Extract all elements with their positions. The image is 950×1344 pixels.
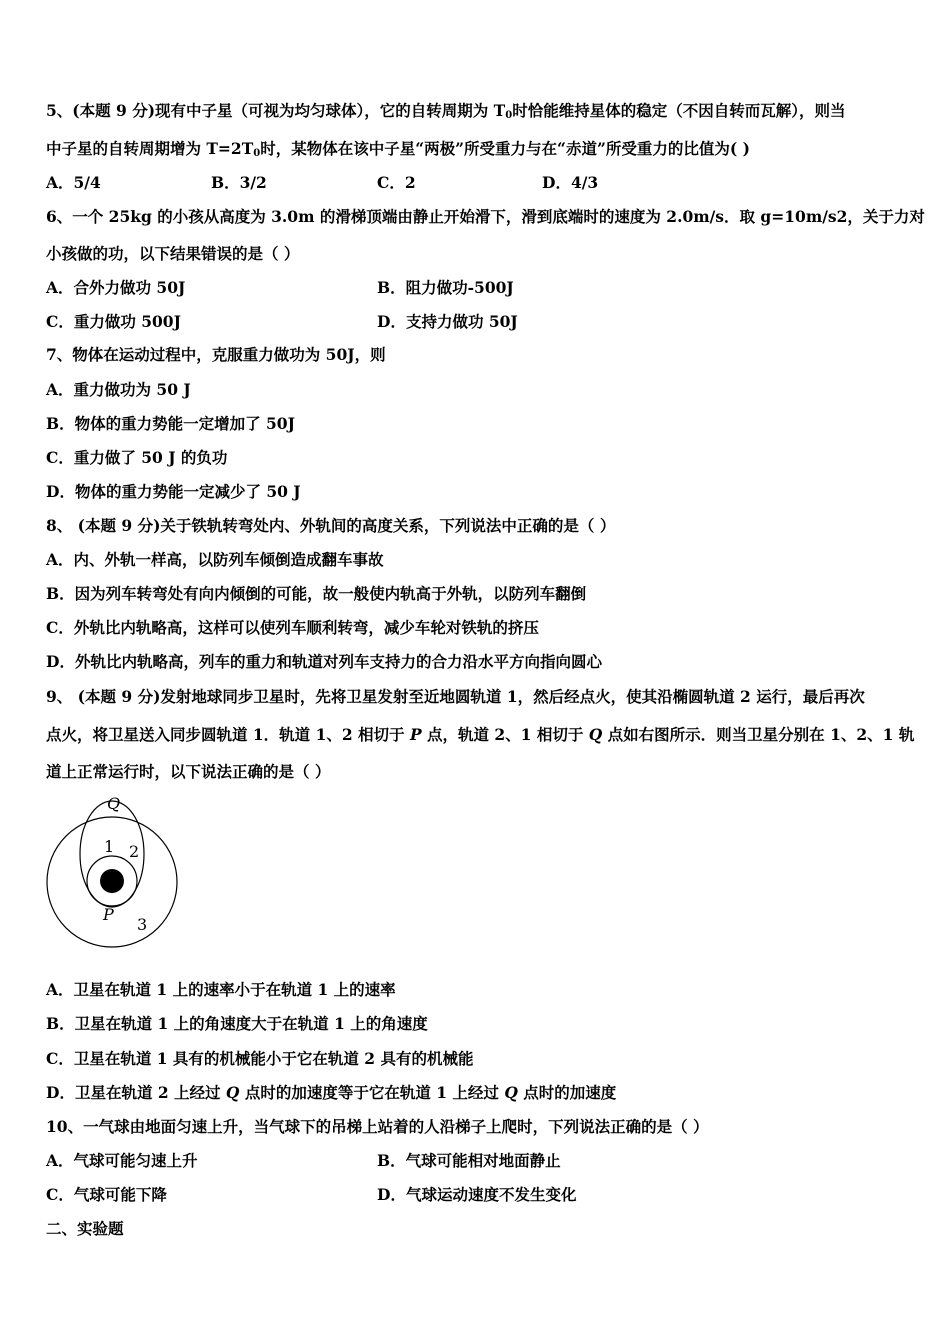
label-q: Q (107, 794, 121, 813)
q9-line2-text-a: 点火，将卫星送入同步圆轨道 1．轨道 1、2 相切于 (46, 725, 410, 744)
q7-option-a[interactable]: A．重力做功为 50 J (46, 380, 191, 399)
q6-option-d[interactable]: D．支持力做功 50J (377, 312, 518, 331)
q9-line2-text-c: 点如右图所示．则当卫星分别在 1、2、1 轨 (602, 725, 915, 744)
q6-stem-line2: 小孩做的功，以下结果错误的是（ ） (46, 244, 300, 263)
q5-stem-line2 (46, 139, 750, 164)
q6-option-b[interactable]: B．阻力做功-500J (377, 278, 514, 297)
q9-line2-text-b: 点，轨道 2、1 相切于 (421, 725, 589, 744)
q9-line2-point-q: Q (588, 725, 603, 744)
q6-options-row2 (46, 312, 916, 332)
q10-option-b[interactable]: B．气球可能相对地面静止 (377, 1151, 561, 1170)
q5-option-b[interactable]: B．3/2 (211, 173, 267, 192)
q9-stem-line1: 9、 (本题 9 分)发射地球同步卫星时，先将卫星发射至近地圆轨道 1，然后经点火，使其沿椭圆轨道 2 运行，最后再次 (46, 687, 865, 706)
label-2: 2 (129, 842, 140, 861)
q10-option-a[interactable]: A．气球可能匀速上升 (46, 1151, 198, 1170)
q10-options-row2 (46, 1185, 916, 1205)
q5-option-d[interactable]: D．4/3 (542, 173, 599, 192)
q5-line2-text: 中子星的自转周期增为 T=2T (46, 139, 254, 158)
q10-options-row1 (46, 1151, 916, 1171)
q9-option-b[interactable]: B．卫星在轨道 1 上的角速度大于在轨道 1 上的角速度 (46, 1014, 428, 1033)
q8-option-c[interactable]: C．外轨比内轨略高，这样可以使列车顺利转弯，减少车轮对铁轨的挤压 (46, 618, 539, 637)
q9-option-c[interactable]: C．卫星在轨道 1 具有的机械能小于它在轨道 2 具有的机械能 (46, 1049, 474, 1068)
q5-option-a[interactable]: A．5/4 (46, 173, 101, 192)
q5-line2-text-end: 时，某物体在该中子星“两极”所受重力与在“赤道”所受重力的比值为( ) (260, 139, 750, 158)
q8-option-d[interactable]: D．外轨比内轨略高，列车的重力和轨道对列车支持力的合力沿水平方向指向圆心 (46, 652, 602, 671)
orbit-diagram (40, 790, 190, 955)
q5-line1-subscript: 0 (505, 110, 513, 121)
q7-option-d[interactable]: D．物体的重力势能一定减少了 50 J (46, 482, 301, 501)
label-1: 1 (104, 837, 115, 856)
q10-option-d[interactable]: D．气球运动速度不发生变化 (377, 1185, 577, 1204)
q5-option-c[interactable]: C．2 (377, 173, 416, 192)
q5-stem-line1 (46, 101, 845, 126)
q7-option-c[interactable]: C．重力做了 50 J 的负功 (46, 448, 228, 467)
q7-option-b[interactable]: B．物体的重力势能一定增加了 50J (46, 414, 295, 433)
q10-stem: 10、一气球由地面匀速上升，当气球下的吊梯上站着的人沿梯子上爬时，下列说法正确的是（ ） (46, 1117, 709, 1136)
q6-option-c[interactable]: C．重力做功 500J (46, 312, 181, 331)
q6-options-row1 (46, 278, 916, 298)
q5-line2-subscript: 0 (253, 148, 261, 159)
q9-option-d-point-q2: Q (504, 1083, 518, 1102)
q8-option-a[interactable]: A．内、外轨一样高，以防列车倾倒造成翻车事故 (46, 550, 384, 569)
label-p: P (103, 905, 114, 924)
q9-stem-line2 (46, 725, 914, 745)
label-3: 3 (137, 915, 148, 934)
q9-stem-line3: 道上正常运行时，以下说法正确的是（ ） (46, 762, 331, 781)
q7-stem: 7、物体在运动过程中，克服重力做功为 50J，则 (46, 345, 386, 364)
q8-stem: 8、 (本题 9 分)关于铁轨转弯处内、外轨间的高度关系，下列说法中正确的是（ ） (46, 516, 616, 535)
q5-line1-text-end: 时恰能维持星体的稳定（不因自转而瓦解），则当 (512, 101, 846, 120)
q5-options (46, 173, 916, 193)
q9-option-d-point-q1: Q (225, 1083, 240, 1102)
q6-option-a[interactable]: A．合外力做功 50J (46, 278, 186, 297)
q9-option-d[interactable] (46, 1083, 616, 1103)
q9-option-d-text-c: 点时的加速度 (517, 1083, 617, 1102)
q9-option-d-text-b: 点时的加速度等于它在轨道 1 上经过 (239, 1083, 505, 1102)
q9-line2-point-p: P (409, 725, 422, 744)
section-title-experiment: 二、实验题 (46, 1219, 124, 1238)
earth-dot (100, 869, 124, 893)
q9-option-d-text-a: D．卫星在轨道 2 上经过 (46, 1083, 226, 1102)
q6-stem-line1: 6、一个 25kg 的小孩从高度为 3.0m 的滑梯顶端由静止开始滑下，滑到底端时的速度为 2.0m/s．取 g=10m/s2，关于力对 (46, 207, 925, 226)
q10-option-c[interactable]: C．气球可能下降 (46, 1185, 167, 1204)
q9-option-a[interactable]: A．卫星在轨道 1 上的速率小于在轨道 1 上的速率 (46, 980, 396, 999)
q5-line1-text: 5、(本题 9 分)现有中子星（可视为均匀球体），它的自转周期为 T (46, 101, 506, 120)
q8-option-b[interactable]: B．因为列车转弯处有向内倾倒的可能，故一般使内轨高于外轨，以防列车翻倒 (46, 584, 587, 603)
